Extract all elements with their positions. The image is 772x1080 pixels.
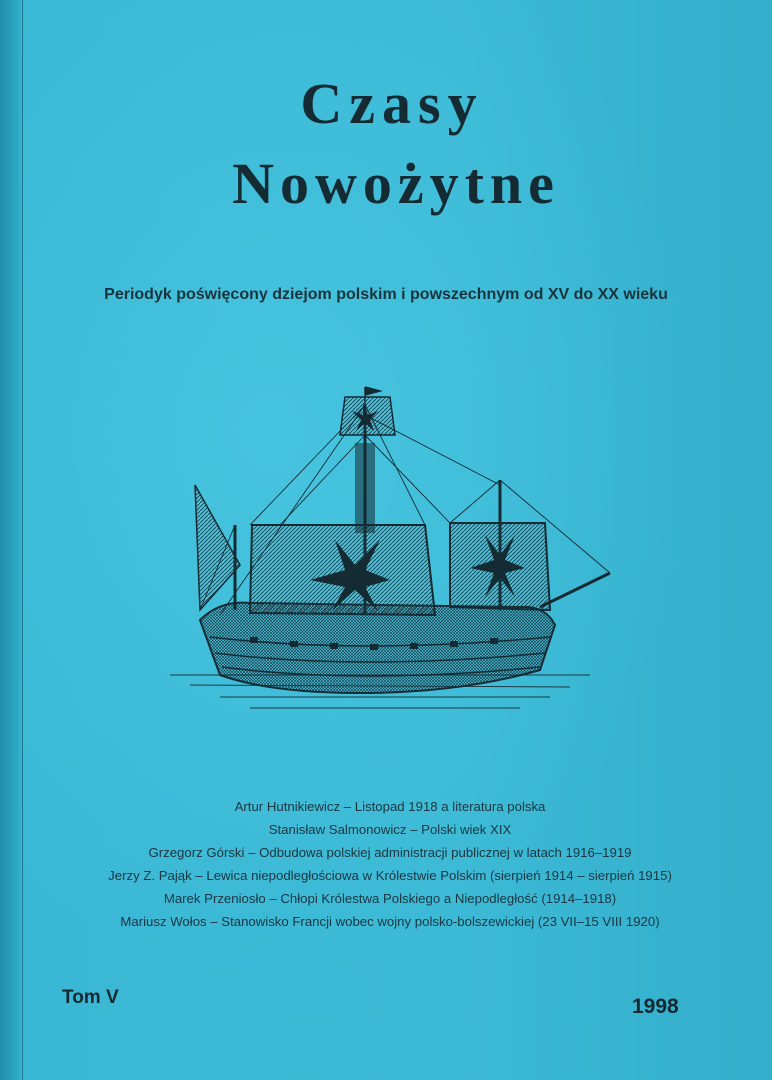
title-line-1: Czasy — [300, 71, 484, 136]
contents-item: Mariusz Wołos – Stanowisko Francji wobec wojny polsko-bolszewickiej (23 VII–15 VIII 1920) — [120, 914, 660, 929]
contents-item: Stanisław Salmonowicz – Polski wiek XIX — [268, 822, 512, 837]
contents-item: Jerzy Z. Pająk – Lewica niepodległościowa w Królestwie Polskim (sierpień 1914 – sierpień 1915) — [108, 868, 672, 883]
volume-number: Tom V — [62, 987, 119, 1008]
contents-item: Artur Hutnikiewicz – Listopad 1918 a literatura polska — [234, 799, 546, 814]
title-line-2: Nowożytne — [232, 151, 560, 216]
table-of-contents — [40, 795, 740, 933]
subtitle: Periodyk poświęcony dziejom polskim i powszechnym od XV do XX wieku — [104, 286, 668, 303]
contents-item: Grzegorz Górski – Odbudowa polskiej administracji publicznej w latach 1916–1919 — [148, 845, 632, 860]
contents-item: Marek Przeniosło – Chłopi Królestwa Polskiego a Niepodległość (1914–1918) — [163, 891, 617, 906]
sailing-ship-icon — [160, 375, 620, 735]
publication-year: 1998 — [632, 995, 679, 1018]
